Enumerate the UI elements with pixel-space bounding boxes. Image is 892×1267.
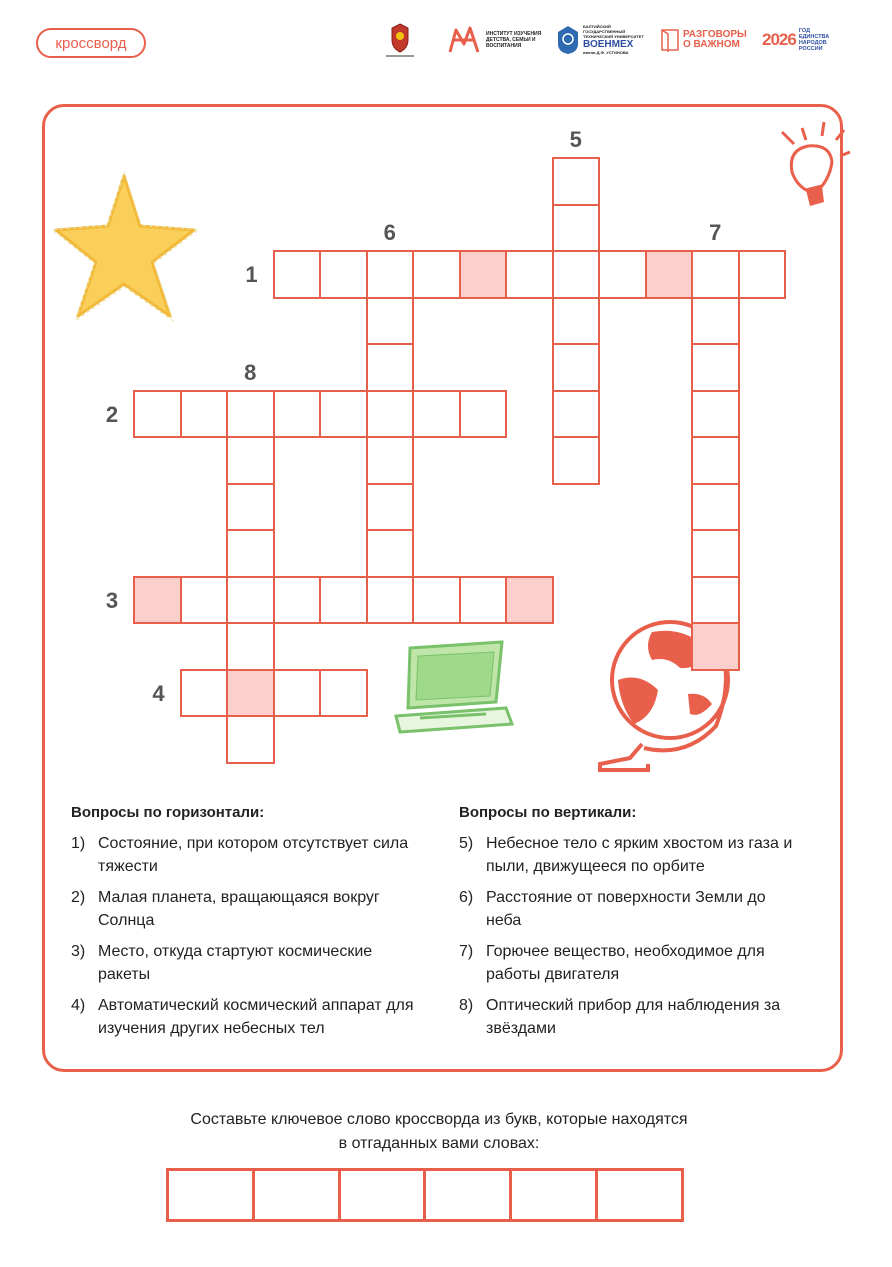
vertical-question-5 (459, 832, 829, 878)
crossword-cell[interactable] (226, 436, 275, 485)
question-text: Автоматический космический аппарат для изучения других небесных тел (98, 997, 414, 1037)
university-small-text: БАЛТИЙСКИЙ ГОСУДАРСТВЕННЫЙ ТЕХНИЧЕСКИЙ УНИВЕРСИТЕТ (583, 24, 644, 39)
question-number: 5) (459, 835, 474, 852)
clue-number-6: 6 (383, 220, 396, 245)
horizontal-question-3 (71, 940, 421, 986)
question-number: 4) (71, 997, 86, 1014)
crossword-cell[interactable] (691, 436, 740, 485)
question-number: 6) (459, 889, 474, 906)
crossword-cell[interactable] (691, 483, 740, 532)
crossword-cell[interactable] (366, 297, 415, 346)
university-sub: имени Д.Ф. УСТИНОВА (583, 50, 629, 55)
crossword-cell[interactable] (552, 250, 601, 299)
crossword-cell[interactable] (319, 250, 368, 299)
crossword-cell[interactable] (319, 576, 368, 625)
crossword-cell[interactable] (366, 343, 415, 392)
question-number: 2) (71, 889, 86, 906)
keyword-letter-box[interactable] (252, 1168, 341, 1222)
crossword-cell[interactable] (366, 390, 415, 439)
keyword-letter-box[interactable] (166, 1168, 255, 1222)
crossword-cell[interactable] (319, 390, 368, 439)
crossword-cell[interactable] (319, 669, 368, 718)
question-text: Расстояние от поверхности Земли до неба (486, 889, 766, 929)
question-number: 7) (459, 943, 474, 960)
crossword-cell[interactable] (691, 343, 740, 392)
crossword-cell[interactable] (366, 250, 415, 299)
crossword-cell[interactable] (226, 576, 275, 625)
vertical-question-8 (459, 994, 819, 1040)
crossword-badge: кроссворд (36, 28, 146, 58)
clue-number-1: 1 (245, 262, 258, 287)
crossword-cell[interactable] (412, 250, 461, 299)
question-text: Небесное тело с ярким хвостом из газа и пыли, движущееся по орбите (486, 835, 793, 875)
talks-name: РАЗГОВОРЫ О ВАЖНОМ (683, 29, 747, 50)
horizontal-question-2 (71, 886, 421, 932)
crossword-cell[interactable] (598, 250, 647, 299)
horizontal-question-4 (71, 994, 431, 1040)
keyword-answer-boxes (166, 1168, 684, 1222)
crossword-cell-highlighted[interactable] (645, 250, 694, 299)
crossword-cell[interactable] (505, 250, 554, 299)
clue-number-4: 4 (152, 680, 165, 706)
crossword-cell[interactable] (273, 390, 322, 439)
vertical-question-7 (459, 940, 789, 986)
university-name: ВОЕНМЕХ (583, 39, 634, 50)
clue-number-5: 5 (569, 127, 582, 152)
question-text: Состояние, при котором отсутствует сила тяжести (98, 835, 409, 875)
clue-number-7: 7 (709, 220, 722, 245)
crossword-cell[interactable] (180, 576, 229, 625)
crossword-cell[interactable] (133, 390, 182, 439)
year-text: ГОД ЕДИНСТВА НАРОДОВ РОССИИ (798, 28, 830, 52)
question-text: Горючее вещество, необходимое для работы двигателя (486, 943, 765, 983)
clue-number-3: 3 (105, 587, 119, 613)
crossword-cell-highlighted[interactable] (133, 576, 182, 625)
vertical-question-6 (459, 886, 789, 932)
crossword-cell[interactable] (691, 250, 740, 299)
question-text: Оптический прибор для наблюдения за звёздами (486, 997, 781, 1037)
crossword-cell[interactable] (691, 576, 740, 625)
crossword-cell[interactable] (180, 669, 229, 718)
crossword-cell-highlighted[interactable] (505, 576, 554, 625)
crossword-cell[interactable] (691, 297, 740, 346)
crossword-cell-highlighted[interactable] (226, 669, 275, 718)
crossword-cell[interactable] (691, 390, 740, 439)
crossword-cell[interactable] (412, 576, 461, 625)
crossword-cell[interactable] (273, 250, 322, 299)
clue-number-2: 2 (105, 401, 119, 427)
crossword-cell[interactable] (552, 204, 601, 253)
crossword-cell[interactable] (226, 390, 275, 439)
vertical-questions-title: Вопросы по вертикали: (459, 804, 637, 821)
crossword-cell[interactable] (226, 529, 275, 578)
keyword-letter-box[interactable] (595, 1168, 684, 1222)
crossword-cell[interactable] (273, 669, 322, 718)
keyword-instructions-line-2: в отгаданных вами словах: (338, 1135, 540, 1152)
keyword-letter-box[interactable] (509, 1168, 598, 1222)
crossword-cell-highlighted[interactable] (459, 250, 508, 299)
crossword-cell[interactable] (459, 390, 508, 439)
crossword-cell[interactable] (459, 576, 508, 625)
question-number: 8) (459, 997, 474, 1014)
crossword-cell[interactable] (691, 529, 740, 578)
crossword-cell[interactable] (226, 483, 275, 532)
crossword-cell[interactable] (273, 576, 322, 625)
horizontal-questions-title: Вопросы по горизонтали: (71, 804, 265, 821)
clue-number-8: 8 (244, 359, 257, 385)
keyword-letter-box[interactable] (338, 1168, 427, 1222)
crossword-cell[interactable] (366, 576, 415, 625)
keyword-instructions-line-1: Составьте ключевое слово кроссворда из букв, которые находятся (190, 1111, 688, 1128)
question-text: Малая планета, вращающаяся вокруг Солнца (98, 889, 380, 929)
crossword-cell[interactable] (552, 436, 601, 485)
year-number: 2026 (762, 30, 796, 49)
crossword-cell[interactable] (366, 436, 415, 485)
keyword-instructions (0, 1108, 878, 1156)
crossword-cell[interactable] (226, 622, 275, 671)
crossword-cell[interactable] (552, 343, 601, 392)
crossword-cell[interactable] (366, 529, 415, 578)
crossword-cell[interactable] (366, 483, 415, 532)
crossword-cell[interactable] (552, 390, 601, 439)
crossword-cell[interactable] (412, 390, 461, 439)
question-number: 1) (71, 835, 86, 852)
crossword-cell[interactable] (552, 297, 601, 346)
crossword-cell[interactable] (226, 715, 275, 764)
question-number: 3) (71, 943, 86, 960)
keyword-letter-box[interactable] (423, 1168, 512, 1222)
question-text: Место, откуда стартуют космические ракеты (98, 943, 373, 983)
institute-name: ИНСТИТУТ ИЗУЧЕНИЯ ДЕТСТВА, СЕМЬИ И ВОСПИТАНИЯ (486, 31, 542, 49)
crossword-cell[interactable] (552, 157, 601, 206)
crossword-cell[interactable] (180, 390, 229, 439)
crossword-cell-highlighted[interactable] (691, 622, 740, 671)
crossword-cell[interactable] (738, 250, 787, 299)
horizontal-question-1 (71, 832, 421, 878)
